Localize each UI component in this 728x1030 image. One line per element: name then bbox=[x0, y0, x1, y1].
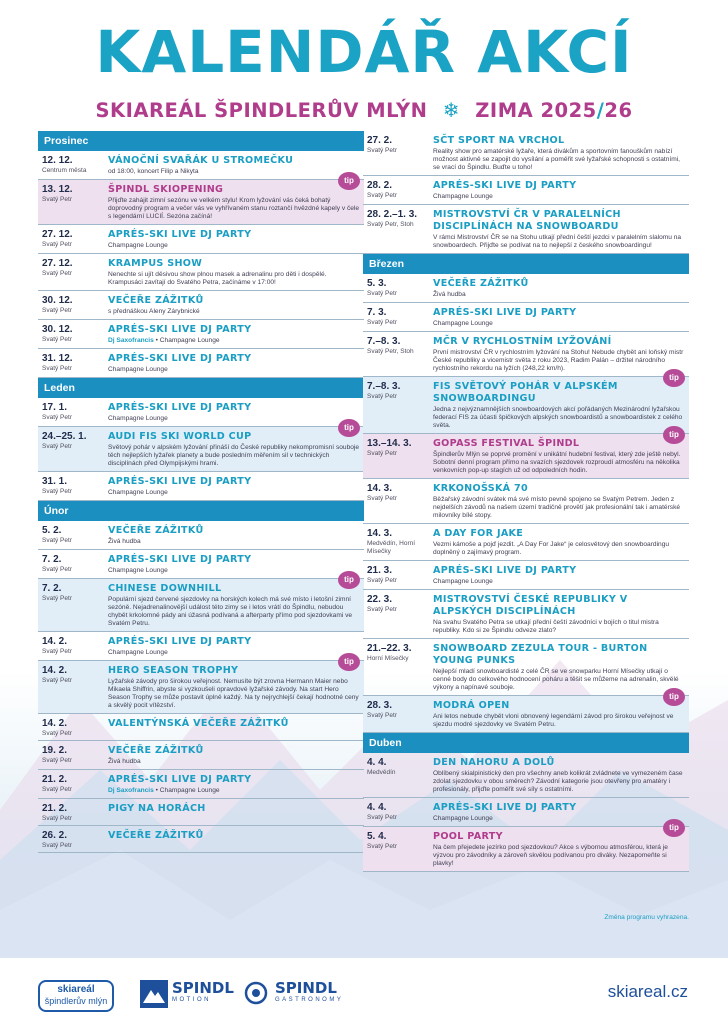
event-title: SČT SPORT NA VRCHOL bbox=[433, 135, 565, 146]
event-row[interactable] bbox=[38, 714, 364, 741]
event-place: Medvědín, Horní Mísečky bbox=[367, 540, 416, 555]
event-body bbox=[433, 483, 685, 520]
event-place: Svatý Petr bbox=[42, 566, 72, 573]
event-venue: • Champagne Lounge bbox=[153, 337, 220, 344]
snowflake-icon: ❄ bbox=[442, 98, 460, 122]
event-place: Svatý Petr bbox=[42, 757, 72, 764]
event-description bbox=[108, 787, 360, 795]
event-body bbox=[108, 803, 360, 815]
spindl-gastronomy-brand: SPINDL bbox=[275, 979, 337, 997]
event-description: Champagne Lounge bbox=[108, 489, 168, 496]
event-row[interactable] bbox=[38, 799, 364, 826]
event-row[interactable] bbox=[363, 373, 689, 434]
event-description: Champagne Lounge bbox=[108, 242, 168, 249]
event-title: KRAMPUS SHOW bbox=[108, 258, 203, 269]
event-title: APRÉS-SKI LIVE DJ PARTY bbox=[108, 353, 252, 364]
tip-badge: tip bbox=[338, 419, 360, 437]
event-description bbox=[108, 337, 360, 345]
event-body bbox=[433, 528, 685, 557]
event-title: POOL PARTY bbox=[433, 831, 503, 842]
event-title: APRÉS-SKI LIVE DJ PARTY bbox=[433, 180, 577, 191]
event-title: VEČEŘE ZÁŽITKŮ bbox=[108, 525, 204, 536]
event-title: APRÉS-SKI LIVE DJ PARTY bbox=[433, 565, 577, 576]
tip-badge: tip bbox=[663, 688, 685, 706]
event-title: VEČEŘE ZÁŽITKŮ bbox=[108, 295, 204, 306]
event-title: APRÉS-SKI LIVE DJ PARTY bbox=[108, 774, 252, 785]
spindl-motion-logo[interactable] bbox=[140, 980, 234, 1010]
event-row[interactable] bbox=[363, 561, 689, 590]
event-title: VALENTÝNSKÁ VEČEŘE ZÁŽITKŮ bbox=[108, 718, 289, 729]
event-row[interactable] bbox=[363, 479, 689, 524]
event-row[interactable] bbox=[363, 205, 689, 254]
event-row[interactable] bbox=[38, 225, 364, 254]
event-place: Svatý Petr bbox=[42, 677, 72, 684]
event-row[interactable] bbox=[363, 332, 689, 377]
event-body bbox=[433, 180, 685, 201]
event-place: Svatý Petr bbox=[367, 814, 397, 821]
event-title: AUDI FIS SKI WORLD CUP bbox=[108, 431, 252, 442]
event-date: 7. 3. bbox=[367, 307, 387, 318]
event-place: Svatý Petr bbox=[42, 443, 72, 450]
event-date: 30. 12. bbox=[42, 324, 73, 335]
event-row[interactable] bbox=[363, 303, 689, 332]
event-description: Přijďte zahájit zimní sezónu ve velkém stylu! Krom lyžování vás čeká bohatý doprovodný program a večer vás ve vyhřívaném stanu roztančí hvězdné kapely v čele s legendární LUCIÍ. Sezóna začíná! bbox=[108, 197, 360, 220]
event-title: APRÉS-SKI LIVE DJ PARTY bbox=[108, 476, 252, 487]
event-description: Champagne Lounge bbox=[433, 815, 493, 822]
event-description: Na svahu Svatého Petra se utkají přední čeští závodníci v bojích o titul mistra republiky. Kdo si ze Špindlu odveze zlato? bbox=[433, 619, 659, 634]
event-body bbox=[433, 643, 685, 692]
event-place: Centrum města bbox=[42, 167, 87, 174]
event-row[interactable] bbox=[38, 826, 364, 853]
event-body bbox=[108, 583, 360, 628]
event-place: Svatý Petr bbox=[42, 815, 72, 822]
event-title: MČR V RYCHLOSTNÍM LYŽOVÁNÍ bbox=[433, 336, 612, 347]
event-place: Svatý Petr bbox=[42, 842, 72, 849]
event-row[interactable] bbox=[363, 430, 689, 479]
event-date: 21. 2. bbox=[42, 774, 68, 785]
event-date: 30. 12. bbox=[42, 295, 73, 306]
event-date: 14. 3. bbox=[367, 528, 393, 539]
event-place: Svatý Petr bbox=[42, 307, 72, 314]
event-date: 14. 2. bbox=[42, 665, 68, 676]
event-row[interactable] bbox=[363, 176, 689, 205]
event-description: Běžařský závodní svátek má své místo pevně spojeno se Svatým Petrem. Jeden z nejdelších závodů na našem území tradičně provětí jak profesionální tak i amatérské milovníky bílé stopy. bbox=[433, 496, 681, 519]
event-title: FIS SVĚTOVÝ POHÁR V ALPSKÉM SNOWBOARDINGU bbox=[433, 381, 618, 404]
event-body bbox=[108, 745, 360, 766]
event-place: Svatý Petr bbox=[367, 577, 397, 584]
event-row[interactable] bbox=[363, 823, 689, 872]
event-body bbox=[433, 565, 685, 586]
event-date: 7. 2. bbox=[42, 554, 62, 565]
event-date: 4. 4. bbox=[367, 757, 387, 768]
event-title: APRÉS-SKI LIVE DJ PARTY bbox=[108, 402, 252, 413]
event-body bbox=[108, 184, 360, 221]
event-place: Svatý Petr bbox=[42, 730, 72, 737]
event-row[interactable] bbox=[38, 176, 364, 225]
event-body bbox=[108, 665, 360, 710]
tip-badge: tip bbox=[338, 172, 360, 190]
event-date: 13. 12. bbox=[42, 184, 73, 195]
month-header: Prosinec bbox=[38, 131, 364, 151]
event-body bbox=[108, 525, 360, 546]
spindl-gastronomy-sub: GASTRONOMY bbox=[275, 997, 344, 1003]
event-description: Na čem přejedete jezírko pod sjezdovkou? Akce s výbornou atmosférou, která je výzvou pro závodníky a zároveň skvělou podívanou pro diváky. Nezapomeňte si plavky! bbox=[433, 844, 668, 867]
event-date: 5. 2. bbox=[42, 525, 62, 536]
event-description: Živá hudba bbox=[433, 291, 466, 298]
event-place: Svatý Petr bbox=[42, 336, 72, 343]
event-place: Svatý Petr bbox=[367, 843, 397, 850]
event-place: Svatý Petr bbox=[42, 488, 72, 495]
event-venue: • Champagne Lounge bbox=[153, 787, 220, 794]
event-row[interactable] bbox=[38, 151, 364, 180]
event-title: APRÉS-SKI LIVE DJ PARTY bbox=[108, 636, 252, 647]
event-body bbox=[108, 554, 360, 575]
tip-badge: tip bbox=[338, 653, 360, 671]
event-row[interactable] bbox=[38, 254, 364, 291]
event-date: 27. 12. bbox=[42, 258, 73, 269]
tip-badge: tip bbox=[663, 819, 685, 837]
event-row[interactable] bbox=[363, 524, 689, 561]
event-body bbox=[108, 718, 360, 730]
event-body bbox=[433, 209, 685, 250]
event-title: APRÉS-SKI LIVE DJ PARTY bbox=[108, 324, 252, 335]
event-description: Champagne Lounge bbox=[108, 366, 168, 373]
event-row[interactable] bbox=[363, 798, 689, 827]
event-body bbox=[433, 438, 685, 475]
event-row[interactable] bbox=[363, 753, 689, 798]
event-row[interactable] bbox=[363, 274, 689, 303]
skiareal-logo[interactable] bbox=[38, 980, 114, 1012]
event-body bbox=[108, 229, 360, 250]
event-title: MISTROVSTVÍ ČESKÉ REPUBLIKY V ALPSKÝCH DISCIPLÍNÁCH bbox=[433, 594, 628, 617]
event-date: 7.–8. 3. bbox=[367, 336, 401, 347]
event-date: 21.–22. 3. bbox=[367, 643, 412, 654]
event-place: Svatý Petr bbox=[367, 192, 397, 199]
event-description: Champagne Lounge bbox=[108, 567, 168, 574]
event-row[interactable] bbox=[38, 521, 364, 550]
event-body bbox=[433, 307, 685, 328]
event-title: ŠPINDL SKIOPENING bbox=[108, 184, 224, 195]
event-description: Reality show pro amatérské lyžaře, která divákům a sportovním fanouškům nabízí možnost aktivně se zapojit do vysílání a poměřit své lyžařské schopnosti s ostatními, se vrací do Špindlu. Buďte u toho! bbox=[433, 148, 681, 171]
event-title: CHINESE DOWNHILL bbox=[108, 583, 222, 594]
event-title: APRÉS-SKI LIVE DJ PARTY bbox=[108, 229, 252, 240]
event-body bbox=[108, 155, 360, 176]
tip-badge: tip bbox=[663, 369, 685, 387]
event-place: Svatý Petr bbox=[367, 290, 397, 297]
event-date: 26. 2. bbox=[42, 830, 68, 841]
event-place: Svatý Petr bbox=[42, 414, 72, 421]
event-date: 22. 3. bbox=[367, 594, 393, 605]
event-body bbox=[108, 258, 360, 287]
event-date: 7. 2. bbox=[42, 583, 62, 594]
event-date: 27. 12. bbox=[42, 229, 73, 240]
event-row[interactable] bbox=[363, 131, 689, 176]
event-date: 21. 3. bbox=[367, 565, 393, 576]
event-place: Medvědín bbox=[367, 769, 396, 776]
event-place: Horní Mísečky bbox=[367, 655, 409, 662]
event-row[interactable] bbox=[38, 320, 364, 349]
event-place: Svatý Petr bbox=[42, 196, 72, 203]
event-description: První mistrovství ČR v rychlostním lyžování na Stohu! Nebude chybět ani loňský mistr České republiky a vicemistr světa z roku 2023, Radim Palán – držitel národního rychlostního rekordu na lyžích (248,22 km/h). bbox=[433, 349, 684, 372]
event-row[interactable] bbox=[363, 692, 689, 733]
event-date: 24.–25. 1. bbox=[42, 431, 87, 442]
footer bbox=[0, 958, 728, 1030]
event-date: 27. 2. bbox=[367, 135, 393, 146]
event-description: Živá hudba bbox=[108, 758, 141, 765]
event-title: VEČEŘE ZÁŽITKŮ bbox=[108, 745, 204, 756]
event-place: Svatý Petr bbox=[42, 786, 72, 793]
event-title: VEČEŘE ZÁŽITKŮ bbox=[108, 830, 204, 841]
event-body bbox=[433, 831, 685, 868]
event-date: 7.–8. 3. bbox=[367, 381, 401, 392]
skiareal-logo-line2: špindlerův mlýn bbox=[44, 996, 108, 1006]
event-row[interactable] bbox=[38, 349, 364, 378]
event-description: Populární sjezd červené sjezdovky na horských kolech má své místo i letošní zimní sezóně. Nejadrenalinovější událost této zimy se i letos vrátí do Špindlu, nebudou chybět krkolomné pády ani úžasná podívaná a afterparty přímo pod sjezdovkami ve Svatém Petru. bbox=[108, 596, 353, 627]
event-description: Oblíbený skialpinistický den pro všechny aneb kolikrát zvládnete ve vymezeném čase zdolat sjezdovku v obou směrech? Závodní kategorie jsou otevřeny pro amatéry i profesionály, přijďte poměřit své síly s ostatními. bbox=[433, 770, 683, 793]
event-body bbox=[108, 636, 360, 657]
event-date: 5. 3. bbox=[367, 278, 387, 289]
event-title: HERO SEASON TROPHY bbox=[108, 665, 239, 676]
event-body bbox=[108, 774, 360, 795]
season-slash: / bbox=[596, 99, 605, 122]
event-description: Champagne Lounge bbox=[433, 193, 493, 200]
gastronomy-logo-icon bbox=[243, 980, 269, 1006]
event-body bbox=[433, 802, 685, 823]
event-row[interactable] bbox=[363, 639, 689, 696]
resort-name: SKIAREÁL ŠPINDLERŮV MLÝN bbox=[95, 99, 428, 122]
event-body bbox=[433, 700, 685, 729]
event-place: Svatý Petr bbox=[42, 595, 72, 602]
event-body bbox=[108, 402, 360, 423]
right-column bbox=[363, 131, 689, 872]
event-body bbox=[433, 278, 685, 299]
event-body bbox=[108, 476, 360, 497]
event-description: Jedna z nejvýznamnějších snowboardových akcí pořádaných Mezinárodní lyžařskou federací FIS za účasti špičkových alpských snowboardistů a snowboardistek z celého světa. bbox=[433, 406, 683, 429]
event-title: DEN NAHORU A DOLŮ bbox=[433, 757, 555, 768]
event-description: s přednáškou Aleny Zárybnické bbox=[108, 308, 200, 315]
month-header: Leden bbox=[38, 378, 364, 398]
event-date: 17. 1. bbox=[42, 402, 68, 413]
event-description: Špindlerův Mlýn se poprvé promění v unikátní hudební festival, který zde ještě nebyl. Sobotní denní program přímo na svazích sjezdovek rozproudí atmosféru na několika venkovních pop-up stagích už od odpoledních hodin. bbox=[433, 451, 681, 474]
event-row[interactable] bbox=[38, 423, 364, 472]
event-place: Svatý Petr bbox=[367, 450, 397, 457]
month-header: Březen bbox=[363, 254, 689, 274]
event-date: 28. 2.–1. 3. bbox=[367, 209, 418, 220]
event-description: Nejlepší mladí snowboardisté z celé ČR se ve snowparku Horní Mísečky utkají o cenné body do celkového hodnocení poháru a těšit se můžeme na adrenalin, skvělé výkony a napínavé souboje. bbox=[433, 668, 679, 691]
event-row[interactable] bbox=[363, 590, 689, 639]
event-date: 28. 2. bbox=[367, 180, 393, 191]
event-title: PIGY NA HORÁCH bbox=[108, 803, 206, 814]
event-row[interactable] bbox=[38, 472, 364, 501]
dj-name: Dj Saxofrancis bbox=[108, 787, 154, 794]
event-description: Lyžařské závody pro širokou veřejnost. Nemusíte být zrovna Hermann Maier nebo Mikaela Shiffrin, abyste si vyzkoušeli opravdové lyžařské závody. Na start Hero Season Trophy se může postavit úplně každý. Na ty nejrychlejší čekají hodnotné ceny a skvělý pocit vítězství. bbox=[108, 678, 359, 709]
event-title: APRÉS-SKI LIVE DJ PARTY bbox=[433, 307, 577, 318]
skiareal-logo-line1: skiareál bbox=[57, 984, 95, 995]
event-body bbox=[433, 135, 685, 172]
spindl-gastronomy-logo[interactable] bbox=[243, 980, 343, 1010]
event-row[interactable] bbox=[38, 398, 364, 427]
event-place: Svatý Petr bbox=[42, 537, 72, 544]
event-place: Svatý Petr bbox=[42, 365, 72, 372]
event-body bbox=[108, 353, 360, 374]
event-place: Svatý Petr bbox=[42, 270, 72, 277]
month-header: Únor bbox=[38, 501, 364, 521]
event-description: Světový pohár v alpském lyžování přináší do České republiky nekompromisní souboje těch nejlepších lyžařek planety a bude posledním měřením sil v technických disciplínách před Olympijskými hrami. bbox=[108, 444, 360, 467]
event-place: Svatý Petr, Stoh bbox=[367, 221, 414, 228]
event-description: Champagne Lounge bbox=[108, 649, 168, 656]
event-title: SNOWBOARD ZEZULA TOUR - BURTON YOUNG PUNKS bbox=[433, 643, 648, 666]
program-change-note: Změna programu vyhrazena. bbox=[604, 914, 689, 921]
event-date: 19. 2. bbox=[42, 745, 68, 756]
event-row[interactable] bbox=[38, 632, 364, 661]
event-place: Svatý Petr, Stoh bbox=[367, 348, 414, 355]
event-body bbox=[433, 381, 685, 430]
event-place: Svatý Petr bbox=[367, 393, 397, 400]
event-row[interactable] bbox=[38, 770, 364, 799]
event-row[interactable] bbox=[38, 291, 364, 320]
event-body bbox=[433, 336, 685, 373]
event-description: Champagne Lounge bbox=[433, 320, 493, 327]
event-place: Svatý Petr bbox=[367, 319, 397, 326]
spindl-motion-brand: SPINDL bbox=[172, 979, 234, 997]
event-row[interactable] bbox=[38, 741, 364, 770]
event-description: Vezmi kámoše a pojď jezdit. „A Day For Jake“ je celosvětový den snowboardingu doplněný o zajímavý program. bbox=[433, 541, 670, 556]
event-description: Nenechte si ujít děsivou show plnou masek a adrenalinu pro děti i dospělé. Krampusáci zavítají do Svatého Petra, začínáme v 17:00! bbox=[108, 271, 327, 286]
event-title: A DAY FOR JAKE bbox=[433, 528, 524, 539]
event-body bbox=[108, 295, 360, 316]
event-description: Champagne Lounge bbox=[108, 415, 168, 422]
month-header: Duben bbox=[363, 733, 689, 753]
event-date: 14. 2. bbox=[42, 718, 68, 729]
event-body bbox=[108, 431, 360, 468]
event-place: Svatý Petr bbox=[367, 495, 397, 502]
event-description: Živá hudba bbox=[108, 538, 141, 545]
tip-badge: tip bbox=[338, 571, 360, 589]
event-date: 13.–14. 3. bbox=[367, 438, 412, 449]
event-body bbox=[433, 757, 685, 794]
spindl-motion-sub: MOTION bbox=[172, 997, 211, 1003]
tip-badge: tip bbox=[663, 426, 685, 444]
season-year-end: 26 bbox=[604, 99, 633, 122]
event-title: KRKONOŠSKÁ 70 bbox=[433, 483, 529, 494]
event-place: Svatý Petr bbox=[42, 241, 72, 248]
event-description: Champagne Lounge bbox=[433, 578, 493, 585]
page-title: KALENDÁŘ AKCÍ bbox=[95, 18, 633, 86]
event-title: VÁNOČNÍ SVAŘÁK U STROMEČKU bbox=[108, 155, 294, 166]
event-date: 12. 12. bbox=[42, 155, 73, 166]
event-date: 14. 2. bbox=[42, 636, 68, 647]
event-row[interactable] bbox=[38, 550, 364, 579]
event-description: V rámci Mistrovství ČR se na Stohu utkají přední čeští jezdci v paralelním slalomu na snowboardech. Přijďte se podívat na to nejlepší z českého snowboardingu! bbox=[433, 234, 682, 249]
event-place: Svatý Petr bbox=[42, 648, 72, 655]
event-date: 31. 12. bbox=[42, 353, 73, 364]
website-link[interactable]: skiareal.cz bbox=[607, 982, 688, 1001]
event-title: MISTROVSTVÍ ČR V PARALELNÍCH DISCIPLÍNÁCH NA SNOWBOARDU bbox=[433, 209, 621, 232]
event-row[interactable] bbox=[38, 657, 364, 714]
mountain-logo-icon bbox=[140, 980, 168, 1008]
event-description: od 18:00, koncert Filip a Nikyta bbox=[108, 168, 199, 175]
left-column bbox=[38, 131, 364, 853]
event-date: 21. 2. bbox=[42, 803, 68, 814]
event-date: 4. 4. bbox=[367, 802, 387, 813]
page-subtitle bbox=[0, 98, 728, 122]
event-title: APRÉS-SKI LIVE DJ PARTY bbox=[433, 802, 577, 813]
event-description: Ani letos nebude chybět vloni obnovený legendární závod pro širokou veřejnost ve sjezdu modré sjezdovky ve Svatém Petru. bbox=[433, 713, 674, 728]
event-title: APRÉS-SKI LIVE DJ PARTY bbox=[108, 554, 252, 565]
event-body bbox=[108, 324, 360, 345]
season-label: ZIMA 2025 bbox=[475, 99, 597, 122]
event-body bbox=[108, 830, 360, 842]
event-place: Svatý Petr bbox=[367, 147, 397, 154]
event-date: 14. 3. bbox=[367, 483, 393, 494]
event-body bbox=[433, 594, 685, 635]
event-title: GOPASS FESTIVAL ŠPINDL bbox=[433, 438, 580, 449]
event-place: Svatý Petr bbox=[367, 712, 397, 719]
event-date: 28. 3. bbox=[367, 700, 393, 711]
event-title: MODRÁ OPEN bbox=[433, 700, 510, 711]
dj-name: Dj Saxofrancis bbox=[108, 337, 154, 344]
event-date: 31. 1. bbox=[42, 476, 68, 487]
event-place: Svatý Petr bbox=[367, 606, 397, 613]
event-date: 5. 4. bbox=[367, 831, 387, 842]
event-row[interactable] bbox=[38, 575, 364, 632]
event-title: VEČEŘE ZÁŽITKŮ bbox=[433, 278, 529, 289]
